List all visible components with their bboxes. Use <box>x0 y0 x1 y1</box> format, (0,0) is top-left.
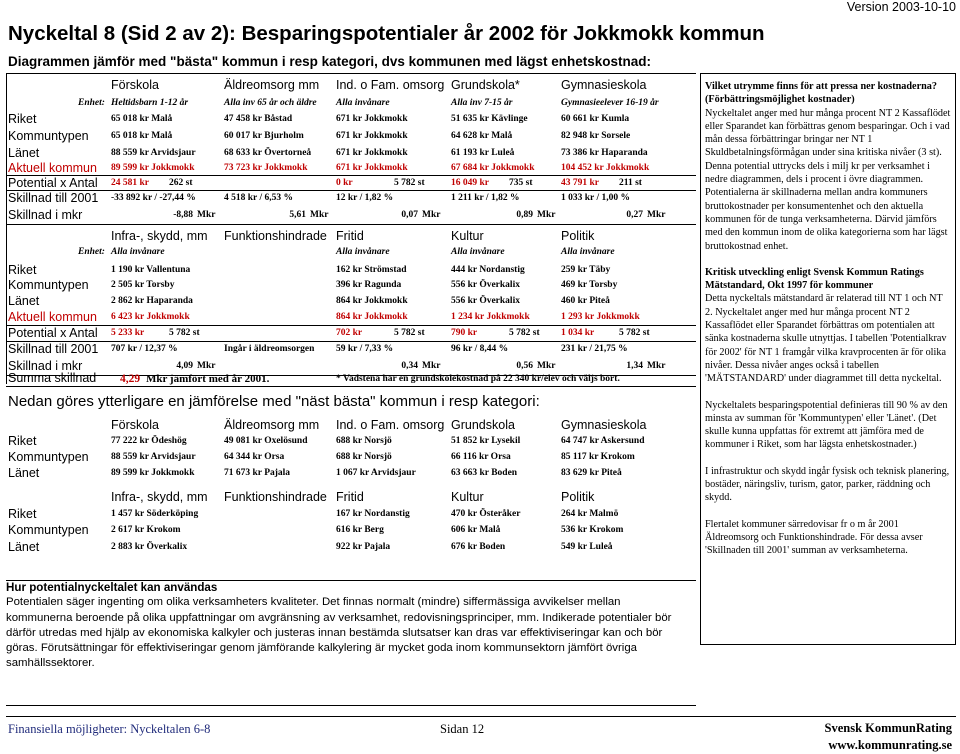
t2-cell-0-2: 162 kr Strömstad <box>336 265 407 275</box>
t2-cell-3-2: 864 kr Jokkmokk <box>336 312 408 322</box>
t2-header-0: Infra-, skydd, mm <box>111 229 208 243</box>
t3-cell-1-4: 85 117 kr Krokom <box>561 452 635 462</box>
t3-cell-1-2: 688 kr Norsjö <box>336 452 392 462</box>
panel-heading-2: Kritisk utveckling enligt Svensk Kommun Ratings Mätstandard, Okt 1997 för kommuner <box>705 266 924 292</box>
footer-left: Finansiella möjligheter: Nyckeltalen 6-8 <box>8 722 211 736</box>
usage-section <box>6 580 688 672</box>
t4-cell-0-0: 1 457 kr Söderköping <box>111 509 199 519</box>
t2-potential-count-3: 5 782 st <box>509 328 540 338</box>
t2-unit-2: Alla invånare <box>336 247 390 257</box>
t2-diff2001-0: 707 kr / 12,37 % <box>111 344 178 354</box>
t2-diffmkr-value-3: 0,56 <box>516 361 533 371</box>
t2-header-3: Kultur <box>451 229 484 243</box>
t2-cell-1-2: 396 kr Ragunda <box>336 280 402 290</box>
page-subtitle: Diagrammen jämför med "bästa" kommun i resp kategori, dvs kommunen med lägst enhetskostnad: <box>8 54 651 69</box>
t2-cell-2-3: 556 kr Överkalix <box>451 296 520 306</box>
t2-cell-2-4: 460 kr Piteå <box>561 296 610 306</box>
t1-diffmkr-value-0: -8,88 <box>173 210 193 220</box>
usage-heading: Hur potentialnyckeltalet kan användas <box>6 581 218 594</box>
left-rule <box>6 74 7 384</box>
t1-cell-2-4: 73 386 kr Haparanda <box>561 148 648 158</box>
t1-diffmkr-value-2: 0,07 <box>401 210 418 220</box>
summa-note: * Vadstena har en grundskolekostnad på 22 340 kr/elev och väljs bort. <box>336 374 620 384</box>
t2-row-label-3: Aktuell kommun <box>8 310 97 324</box>
panel-text-5: Flertalet kommuner särredovisar fr o m år 2001 Äldreomsorg och Funktionshindrade. För dessa avser 'Skillnaden till 2001' summan av verksamheterna. <box>705 518 923 557</box>
t4-header-3: Kultur <box>451 490 484 504</box>
t4-row-label-1: Kommuntypen <box>8 523 89 537</box>
t1-cell-3-4: 104 452 kr Jokkmokk <box>561 163 650 173</box>
t1-row-label-3: Aktuell kommun <box>8 161 97 175</box>
summa-value: 4,29 <box>120 373 141 385</box>
t3-cell-1-0: 88 559 kr Arvidsjaur <box>111 452 196 462</box>
t1-diffmkr-label: Skillnad i mkr <box>8 208 83 222</box>
t2-cell-0-0: 1 190 kr Vallentuna <box>111 265 191 275</box>
usage-text: Potentialen säger ingenting om olika verksamheters kvaliteter. Det finnas normalt (mindre) siffermässiga avvikelser mellan kommunerna beroende på olika uppfattningar om avgränsning av verksamhet, redovisningsprinciper, mm. Indikerade potentialer bör därför utredas med hjälp av ekonomiska kalkyler och justeras innan bestämda slutsatser kan dras var effektiviseringar kan och bör göras. Förutsättningar för effektiviseringar genom jämförande kalkylering är mycket goda inom kommunsektorn jämfört övriga samhällssektorer. <box>6 596 672 670</box>
t2-header-2: Fritid <box>336 229 364 243</box>
t2-diffmkr-unit-2: Mkr <box>422 361 441 371</box>
version-label: Version 2003-10-10 <box>846 0 956 14</box>
t4-cell-2-4: 549 kr Luleå <box>561 542 613 552</box>
footer-brand-name: Svensk KommunRating <box>824 721 952 735</box>
t1-diffmkr-value-3: 0,89 <box>516 210 533 220</box>
t1-potential-count-2: 5 782 st <box>394 178 425 188</box>
t3-cell-2-3: 63 663 kr Boden <box>451 468 518 478</box>
t1-unit-2: Alla invånare <box>336 98 390 108</box>
t1-diff2001-4: 1 033 kr / 1,00 % <box>561 193 630 203</box>
t2-diffmkr-label: Skillnad i mkr <box>8 359 83 373</box>
t2-cell-1-4: 469 kr Torsby <box>561 280 618 290</box>
t2-diffmkr-unit-4: Mkr <box>647 361 666 371</box>
t1-cell-0-1: 47 458 kr Båstad <box>224 114 293 124</box>
t1-header-3: Grundskola* <box>451 78 520 92</box>
t1-potential-value-3: 16 049 kr <box>451 178 489 188</box>
t2-potential-value-0: 5 233 kr <box>111 328 145 338</box>
t1-potential-count-4: 211 st <box>619 178 642 188</box>
t2-potential-label: Potential x Antal <box>8 326 98 340</box>
footer-rule <box>6 716 956 717</box>
t1-row-label-1: Kommuntypen <box>8 129 89 143</box>
section2-title: Nedan göres ytterligare en jämförelse med "näst bästa" kommun i resp kategori: <box>8 393 540 410</box>
t1-diff2001-0: -33 892 kr / -27,44 % <box>111 193 196 203</box>
t2-diffmkr-value-2: 0,34 <box>401 361 418 371</box>
t2-unit-0: Alla invånare <box>111 247 165 257</box>
t1-cell-1-4: 82 948 kr Sorsele <box>561 131 631 141</box>
t2-cell-0-3: 444 kr Nordanstig <box>451 265 525 275</box>
t4-cell-1-3: 606 kr Malå <box>451 525 501 535</box>
t1-cell-2-2: 671 kr Jokkmokk <box>336 148 408 158</box>
t1-cell-2-3: 61 193 kr Luleå <box>451 148 515 158</box>
t2-unit-label: Enhet: <box>78 247 105 257</box>
t3-cell-1-1: 64 344 kr Orsa <box>224 452 285 462</box>
t1-diffmkr-value-4: 0,27 <box>626 210 643 220</box>
t2-cell-1-3: 556 kr Överkalix <box>451 280 520 290</box>
t1-potential-value-4: 43 791 kr <box>561 178 599 188</box>
t1-cell-3-0: 89 599 kr Jokkmokk <box>111 163 195 173</box>
t3-cell-0-1: 49 081 kr Oxelösund <box>224 436 308 446</box>
footer-brand-url: www.kommunrating.se <box>828 738 952 752</box>
t2-diff2001-2: 59 kr / 7,33 % <box>336 344 394 354</box>
t2-diff2001-3: 96 kr / 8,44 % <box>451 344 509 354</box>
t2-diffmkr-value-0: 4,09 <box>176 361 193 371</box>
t2-header-1: Funktionshindrade <box>224 229 327 243</box>
t3-cell-0-3: 51 852 kr Lysekil <box>451 436 521 446</box>
t4-cell-2-0: 2 883 kr Överkalix <box>111 542 188 552</box>
t3-cell-2-2: 1 067 kr Arvidsjaur <box>336 468 416 478</box>
t4-header-4: Politik <box>561 490 595 504</box>
t2-potential-value-4: 1 034 kr <box>561 328 595 338</box>
t3-header-0: Förskola <box>111 418 159 432</box>
t1-end-rule <box>6 224 696 225</box>
t2-diff-rule <box>6 341 696 342</box>
t4-header-0: Infra-, skydd, mm <box>111 490 208 504</box>
summa-label: Summa skillnad <box>8 371 97 385</box>
t1-cell-3-1: 73 723 kr Jokkmokk <box>224 163 308 173</box>
footer-page-number: Sidan 12 <box>440 722 485 736</box>
t2-diff2001-1: Ingår i äldreomsorgen <box>224 344 315 354</box>
t1-cell-2-1: 68 633 kr Övertorneå <box>224 148 312 158</box>
t2-cell-3-4: 1 293 kr Jokkmokk <box>561 312 640 322</box>
t1-diffmkr-unit-2: Mkr <box>422 210 441 220</box>
t1-diff2001-1: 4 518 kr / 6,53 % <box>224 193 293 203</box>
t4-row-label-2: Länet <box>8 540 40 554</box>
t1-cell-1-1: 60 017 kr Bjurholm <box>224 131 304 141</box>
t2-diffmkr-value-4: 1,34 <box>626 361 643 371</box>
t1-diffmkr-value-1: 5,61 <box>289 210 306 220</box>
t1-unit-0: Heltidsbarn 1-12 år <box>111 98 189 108</box>
summa-text: Mkr jämfört med år 2001. <box>146 373 270 385</box>
t1-header-2: Ind. o Fam. omsorg <box>336 78 445 92</box>
t2-potential-value-3: 790 kr <box>451 328 478 338</box>
t2-potential-count-0: 5 782 st <box>169 328 200 338</box>
t1-header-1: Äldreomsorg mm <box>224 78 320 92</box>
t4-row-label-0: Riket <box>8 507 37 521</box>
t1-unit-4: Gymnasieelever 16-19 år <box>561 98 659 108</box>
t3-cell-0-4: 64 747 kr Askersund <box>561 436 645 446</box>
t1-cell-0-0: 65 018 kr Malå <box>111 114 173 124</box>
t3-row-label-2: Länet <box>8 466 40 480</box>
t3-header-1: Äldreomsorg mm <box>224 418 320 432</box>
t2-cell-2-2: 864 kr Jokkmokk <box>336 296 408 306</box>
t2-diff2001-label: Skillnad till 2001 <box>8 342 99 356</box>
t2-unit-3: Alla invånare <box>451 247 505 257</box>
t1-diff-rule <box>6 190 696 191</box>
t1-diff2001-2: 12 kr / 1,82 % <box>336 193 394 203</box>
t1-cell-3-2: 671 kr Jokkmokk <box>336 163 408 173</box>
t4-cell-2-3: 676 kr Boden <box>451 542 506 552</box>
t2-row-label-0: Riket <box>8 263 37 277</box>
t3-header-3: Grundskola <box>451 418 515 432</box>
t1-row-label-0: Riket <box>8 112 37 126</box>
panel-heading-1: Vilket utrymme finns för att pressa ner kostnaderna? (Förbättringsmöjlighet kostnader) <box>705 81 937 106</box>
t4-cell-0-2: 167 kr Nordanstig <box>336 509 410 519</box>
t2-row-label-2: Länet <box>8 294 40 308</box>
panel-text-4: I infrastruktur och skydd ingår fysisk och teknisk planering, bostäder, näringsliv, turism, gator, parker, räddning och skydd. <box>705 465 950 504</box>
t1-potential-count-3: 735 st <box>509 178 533 188</box>
bottom-box-bottom-rule <box>6 705 696 706</box>
page-title: Nyckeltal 8 (Sid 2 av 2): Besparingspotentialer år 2002 för Jokkmokk kommun <box>8 22 765 45</box>
t1-diff2001-3: 1 211 kr / 1,82 % <box>451 193 520 203</box>
t3-cell-2-0: 89 599 kr Jokkmokk <box>111 468 195 478</box>
t3-cell-0-0: 77 222 kr Ödeshög <box>111 436 187 446</box>
t1-potential-value-0: 24 581 kr <box>111 178 149 188</box>
t1-unit-1: Alla inv 65 år och äldre <box>224 98 317 108</box>
t2-potential-rule <box>6 325 696 326</box>
t1-diffmkr-unit-3: Mkr <box>537 210 556 220</box>
t2-unit-4: Alla invånare <box>561 247 615 257</box>
t4-cell-2-2: 922 kr Pajala <box>336 542 391 552</box>
t1-unit-3: Alla inv 7-15 år <box>451 98 513 108</box>
panel-text-1: Nyckeltalet anger med hur många procent NT 2 Kassaflödet eller Sparandet kan förbättras genom besparingar. Och i vad mån dessa förbättringar bringar ner NT 1 Skuldbetalningsförmågan under sina kritiska nivåer (3 st). Denna potential uttrycks dels i milj kr per verksamhet i nedre diagrammen, dels i procent i övre diagrammen. Potentialerna är skillnaderna mellan andra kommuners bruttokostnader per konsumentenhet och den aktuella kommunen för de tunga verksamheterna. Därvid jämförs med den kommun inom de olika kategorierna som har lägst bruttokostnad enhet. <box>705 107 951 252</box>
t1-diffmkr-unit-4: Mkr <box>647 210 666 220</box>
t1-row-label-2: Länet <box>8 146 40 160</box>
t2-potential-count-4: 5 782 st <box>619 328 650 338</box>
t2-header-4: Politik <box>561 229 595 243</box>
t1-diffmkr-unit-0: Mkr <box>197 210 216 220</box>
t3-header-4: Gymnasieskola <box>561 418 647 432</box>
t1-cell-2-0: 88 559 kr Arvidsjaur <box>111 148 196 158</box>
t4-cell-0-4: 264 kr Malmö <box>561 509 619 519</box>
t1-diffmkr-unit-1: Mkr <box>310 210 329 220</box>
t3-cell-0-2: 688 kr Norsjö <box>336 436 392 446</box>
t1-unit-label: Enhet: <box>78 98 105 108</box>
t1-potential-rule <box>6 175 696 176</box>
footer-brand <box>825 720 952 754</box>
t4-cell-0-3: 470 kr Österåker <box>451 509 521 519</box>
t4-header-1: Funktionshindrade <box>224 490 327 504</box>
t1-cell-1-2: 671 kr Jokkmokk <box>336 131 408 141</box>
t1-top-rule <box>6 73 696 74</box>
panel-text-2: Detta nyckeltals mätstandard är relaterad till NT 1 och NT 2. Nyckeltalet anger med hur många procent NT 2 Kassaflödet eller Sparandet förbättras om potentialen att sänka kostnaderna skulle utnyttjas. I tabellen 'Potentialkrav för 2002' för NT 1 framgår vilka kravprocenten är för olika nivåer. Dessa nivåer anges också i tabellen 'MÄTSTANDARD' under diagrammet till detta nyckeltal. <box>705 293 947 385</box>
t3-row-label-0: Riket <box>8 434 37 448</box>
panel-text-3: Nyckeltalets besparingspotential definieras till 90 % av den minsta av summan för 'Kommuntypen' eller 'Länet'. (Det skulle kunna uppfattas för extremt att jämföra med de kommuner i Riket, som har lägsta enhetskostnader.) <box>705 399 948 451</box>
t1-header-4: Gymnasieskola <box>561 78 647 92</box>
t3-header-2: Ind. o Fam. omsorg <box>336 418 445 432</box>
t4-cell-1-4: 536 kr Krokom <box>561 525 624 535</box>
t1-cell-0-4: 60 661 kr Kumla <box>561 114 630 124</box>
t1-potential-count-0: 262 st <box>169 178 193 188</box>
t2-diff2001-4: 231 kr / 21,75 % <box>561 344 628 354</box>
t3-row-label-1: Kommuntypen <box>8 450 89 464</box>
t1-header-0: Förskola <box>111 78 159 92</box>
t2-cell-1-0: 2 505 kr Torsby <box>111 280 175 290</box>
t2-cell-0-4: 259 kr Täby <box>561 265 611 275</box>
t1-cell-3-3: 67 684 kr Jokkmokk <box>451 163 535 173</box>
t2-potential-value-2: 702 kr <box>336 328 363 338</box>
t2-cell-3-0: 6 423 kr Jokkmokk <box>111 312 190 322</box>
t1-cell-0-3: 51 635 kr Kävlinge <box>451 114 528 124</box>
t1-cell-1-3: 64 628 kr Malå <box>451 131 513 141</box>
t1-cell-0-2: 671 kr Jokkmokk <box>336 114 408 124</box>
t3-cell-2-1: 71 673 kr Pajala <box>224 468 291 478</box>
t4-header-2: Fritid <box>336 490 364 504</box>
t3-cell-1-3: 66 116 kr Orsa <box>451 452 511 462</box>
t2-cell-3-3: 1 234 kr Jokkmokk <box>451 312 530 322</box>
t2-diffmkr-unit-3: Mkr <box>537 361 556 371</box>
t1-cell-1-0: 65 018 kr Malå <box>111 131 173 141</box>
t4-cell-1-2: 616 kr Berg <box>336 525 384 535</box>
t3-cell-2-4: 83 629 kr Piteå <box>561 468 622 478</box>
summa-rule <box>6 386 696 387</box>
t2-row-label-1: Kommuntypen <box>8 278 89 292</box>
t2-potential-count-2: 5 782 st <box>394 328 425 338</box>
t4-cell-1-0: 2 617 kr Krokom <box>111 525 181 535</box>
t2-cell-2-0: 2 862 kr Haparanda <box>111 296 193 306</box>
t1-diff2001-label: Skillnad till 2001 <box>8 191 99 205</box>
t1-potential-value-2: 0 kr <box>336 178 353 188</box>
t1-potential-label: Potential x Antal <box>8 176 98 190</box>
info-panel <box>700 73 956 645</box>
t2-diffmkr-unit-0: Mkr <box>197 361 216 371</box>
